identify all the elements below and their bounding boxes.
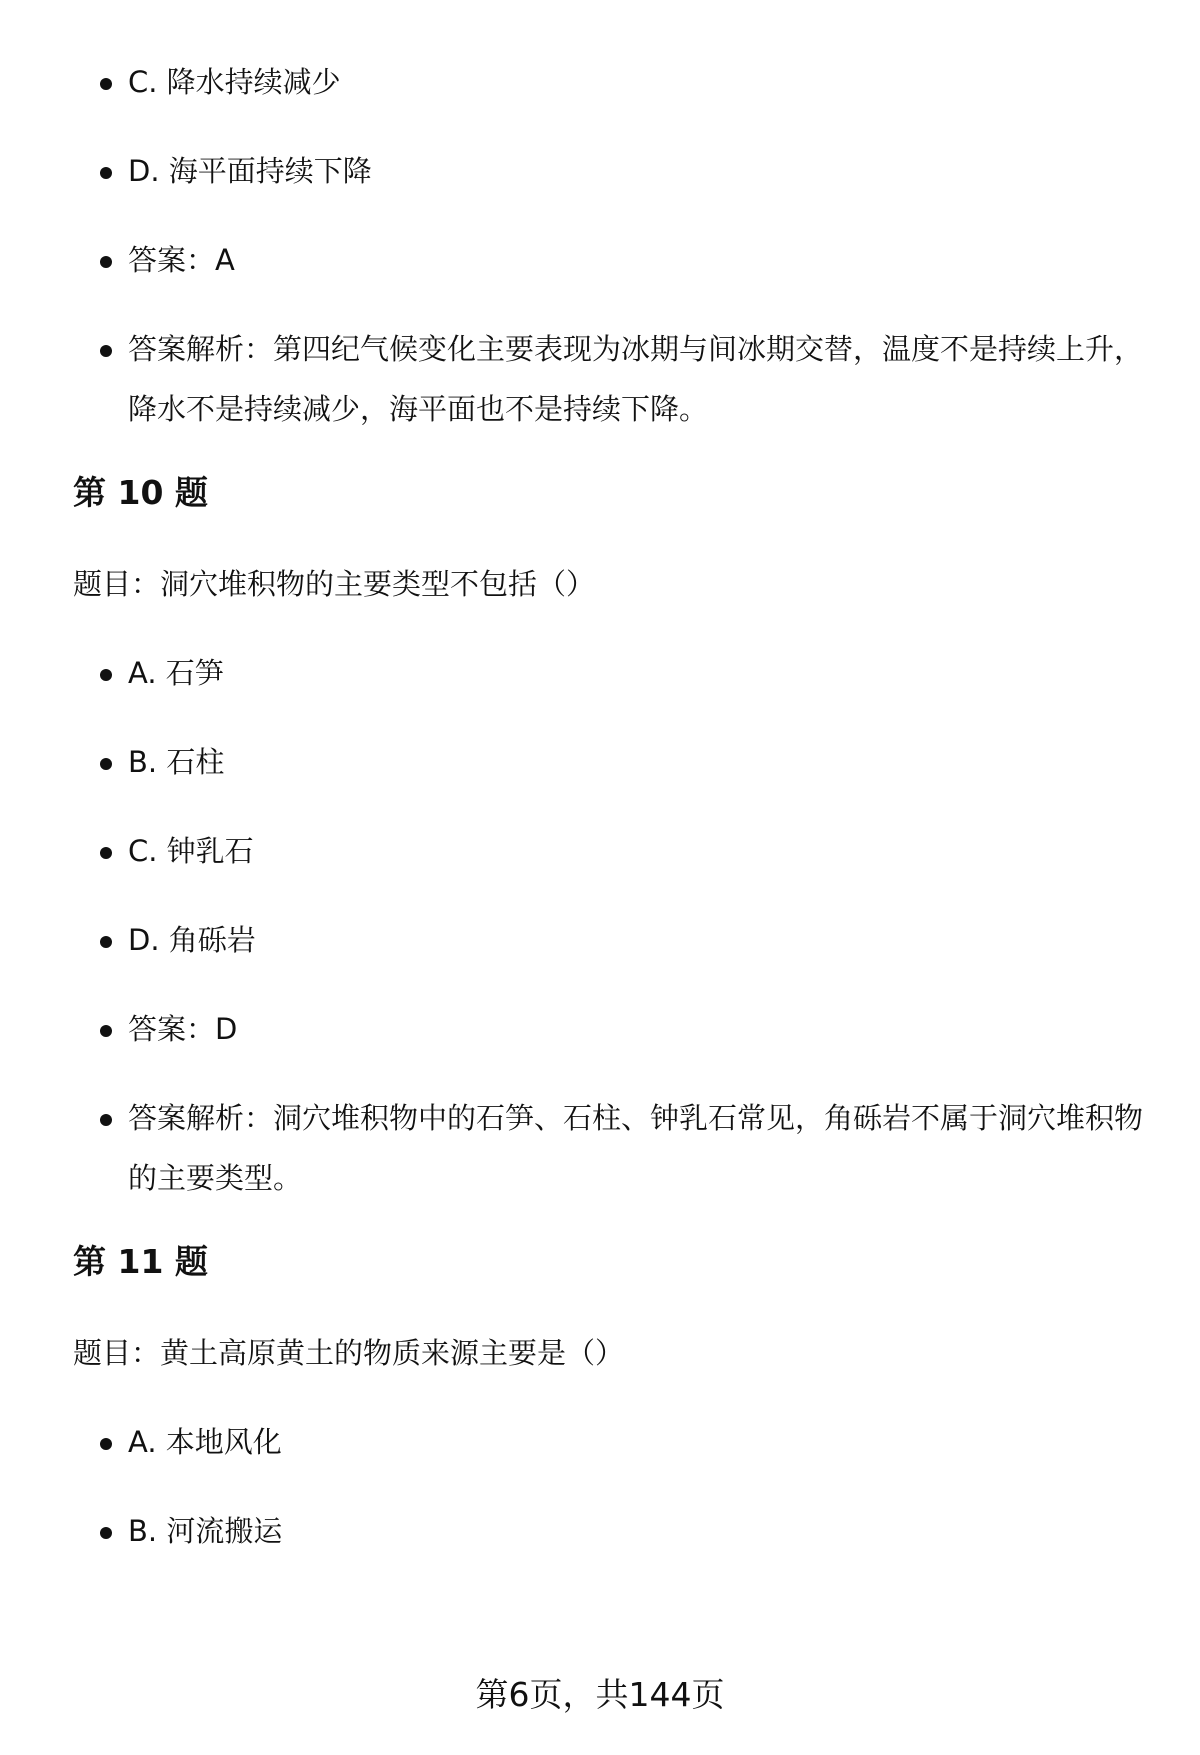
bullet-dot: [100, 1527, 112, 1539]
list-item: [73, 1412, 1148, 1472]
bullet-dot: [100, 758, 112, 770]
bullet-dot: [100, 847, 112, 859]
document-page: [73, 52, 1148, 1590]
bullet-dot: [100, 1025, 112, 1037]
option-a-text: A. 本地风化: [128, 1425, 282, 1459]
option-b-text: B. 河流搬运: [128, 1514, 283, 1548]
explanation-text: 答案解析：第四纪气候变化主要表现为冰期与间冰期交替，温度不是持续上升，降水不是持续减少，海平面也不是持续下降。: [128, 332, 1144, 426]
list-item: [73, 821, 1148, 881]
list-item: [73, 999, 1148, 1059]
bullet-dot: [100, 1438, 112, 1450]
q11-options-list: [73, 1412, 1148, 1561]
explanation-text: 答案解析：洞穴堆积物中的石笋、石柱、钟乳石常见，角砾岩不属于洞穴堆积物的主要类型。: [128, 1101, 1144, 1195]
option-a-text: A. 石笋: [128, 656, 224, 690]
bullet-dot: [100, 936, 112, 948]
list-item: [73, 319, 1148, 439]
option-d-text: D. 角砾岩: [128, 923, 256, 957]
answer-text: 答案：A: [128, 243, 235, 277]
option-c-text: C. 降水持续减少: [128, 65, 341, 99]
list-item: [73, 52, 1148, 112]
list-item: [73, 1088, 1148, 1208]
option-d-text: D. 海平面持续下降: [128, 154, 372, 188]
page-number-footer: 第6页，共144页: [475, 1675, 725, 1714]
option-c-text: C. 钟乳石: [128, 834, 254, 868]
question-text-11: 题目：黄土高原黄土的物质来源主要是（）: [73, 1336, 625, 1370]
list-item: [73, 141, 1148, 201]
bullet-dot: [100, 256, 112, 268]
q9-options-list: [73, 52, 1148, 439]
bullet-dot: [100, 167, 112, 179]
question-heading-10: 第 10 题: [73, 473, 208, 512]
question-heading-11: 第 11 题: [73, 1242, 208, 1281]
answer-text: 答案：D: [128, 1012, 238, 1046]
q10-options-list: [73, 643, 1148, 1208]
list-item: [73, 910, 1148, 970]
list-item: [73, 1501, 1148, 1561]
list-item: [73, 643, 1148, 703]
bullet-dot: [100, 1114, 112, 1126]
question-text-10: 题目：洞穴堆积物的主要类型不包括（）: [73, 567, 596, 601]
list-item: [73, 230, 1148, 290]
list-item: [73, 732, 1148, 792]
bullet-dot: [100, 669, 112, 681]
option-b-text: B. 石柱: [128, 745, 225, 779]
bullet-dot: [100, 345, 112, 357]
bullet-dot: [100, 78, 112, 90]
